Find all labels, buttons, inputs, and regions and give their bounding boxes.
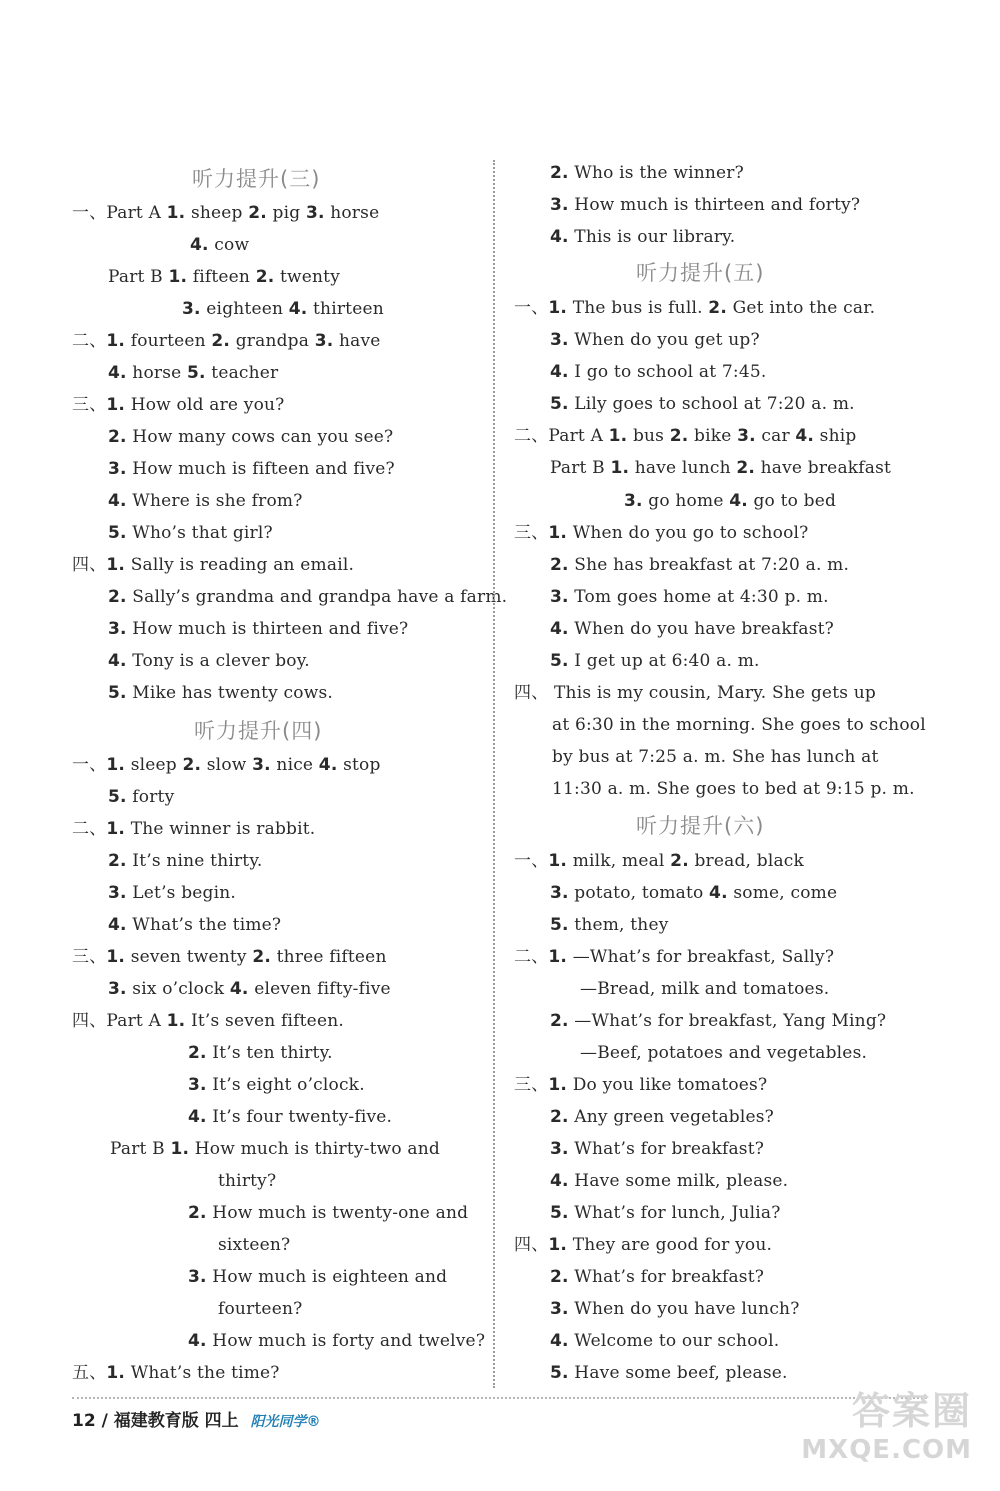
item-number: 2. <box>188 1203 207 1223</box>
answer-text: have breakfast <box>755 458 892 478</box>
answer-text: bread, black <box>688 851 805 871</box>
item-number: 3. <box>108 979 127 999</box>
answer-line <box>188 1202 468 1224</box>
answer-text: The bus is full. <box>567 298 709 318</box>
answer-text: Have some beef, please. <box>568 1363 788 1383</box>
answer-line <box>550 1010 886 1032</box>
answer-line <box>552 714 926 736</box>
answer-text: Any green vegetables? <box>568 1107 774 1127</box>
answer-text: I go to school at 7:45. <box>568 362 767 382</box>
item-number: 3. <box>182 299 201 319</box>
answer-line <box>552 746 879 768</box>
item-number: 1. <box>168 267 188 287</box>
item-number: 4. <box>729 491 748 511</box>
answer-text: 四、 This is my cousin, Mary. She gets up <box>514 683 876 703</box>
answer-line <box>108 618 408 640</box>
answer-text: When do you get up? <box>568 330 760 350</box>
answer-line <box>182 298 384 320</box>
section-title: 听力提升(五) <box>636 261 765 285</box>
answer-line <box>514 682 876 704</box>
item-number: 2. <box>248 203 267 223</box>
answer-text: at 6:30 in the morning. She goes to school <box>552 715 926 735</box>
item-number: 4. <box>550 619 569 639</box>
answer-text: How much is fifteen and five? <box>126 459 395 479</box>
answer-line <box>218 1298 302 1320</box>
answer-text: ship <box>814 426 857 446</box>
answer-text: 二、Part A <box>514 426 609 446</box>
item-number: 1. <box>548 298 568 318</box>
answer-text: She has breakfast at 7:20 a. m. <box>568 555 850 575</box>
answer-text: 四、Part A <box>72 1011 167 1031</box>
footer-page-info: 12 / 福建教育版 四上 <box>72 1411 239 1431</box>
answer-text: How much is forty and twelve? <box>206 1331 486 1351</box>
answer-text: Let’s begin. <box>126 883 237 903</box>
answer-text: fourteen <box>125 331 212 351</box>
answer-line <box>514 425 856 447</box>
answer-line <box>550 1170 788 1192</box>
answer-text: horse <box>324 203 380 223</box>
item-number: 3. <box>188 1267 207 1287</box>
answer-line <box>72 754 381 776</box>
item-number: 5. <box>187 363 206 383</box>
answer-text: 五、 <box>72 1363 107 1383</box>
item-number: 5. <box>550 1203 569 1223</box>
item-number: 3. <box>550 195 569 215</box>
item-number: 2. <box>550 555 569 575</box>
answer-text: pig <box>266 203 306 223</box>
answer-line <box>580 1042 867 1064</box>
answer-text: twenty <box>274 267 341 287</box>
answer-text: 四、 <box>72 555 107 575</box>
answer-line <box>72 946 387 968</box>
item-number: 2. <box>670 851 689 871</box>
answer-line <box>514 297 875 319</box>
item-number: 1. <box>166 1011 186 1031</box>
answer-line <box>514 946 834 968</box>
answer-text: have <box>333 331 381 351</box>
answer-text: 二、 <box>72 331 107 351</box>
answer-text: Who’s that girl? <box>126 523 273 543</box>
item-number: 1. <box>106 947 126 967</box>
answer-line <box>550 457 891 479</box>
answer-line <box>108 978 391 1000</box>
answer-text: Who is the winner? <box>568 163 744 183</box>
answer-text: It’s four twenty-five. <box>206 1107 393 1127</box>
answer-line <box>550 1106 774 1128</box>
item-number: 1. <box>170 1139 190 1159</box>
answer-line <box>514 1234 772 1256</box>
answer-line <box>550 162 744 184</box>
answer-text: They are good for you. <box>567 1235 773 1255</box>
answer-text: How old are you? <box>125 395 285 415</box>
answer-text: Lily goes to school at 7:20 a. m. <box>568 394 855 414</box>
item-number: 4. <box>550 362 569 382</box>
answer-text: Get into the car. <box>726 298 876 318</box>
answer-text: What’s the time? <box>125 1363 280 1383</box>
item-number: 4. <box>188 1107 207 1127</box>
answer-text: What’s the time? <box>126 915 282 935</box>
item-number: 1. <box>166 203 186 223</box>
item-number: 1. <box>548 1235 568 1255</box>
answer-text: How much is twenty-one and <box>206 1203 469 1223</box>
answer-text: —Beef, potatoes and vegetables. <box>580 1043 868 1063</box>
item-number: 4. <box>795 426 815 446</box>
answer-line <box>108 850 263 872</box>
answer-text: go to bed <box>747 491 837 511</box>
item-number: 4. <box>288 299 308 319</box>
answer-text: sleep <box>125 755 183 775</box>
answer-text: horse <box>126 363 187 383</box>
answer-line <box>552 778 915 800</box>
item-number: 4. <box>550 1331 569 1351</box>
item-number: 4. <box>108 915 127 935</box>
watermark-url: MXQE.COM <box>801 1435 972 1465</box>
answer-line <box>580 978 829 1000</box>
answer-text: six o’clock <box>126 979 230 999</box>
answer-line <box>108 266 340 288</box>
answer-line <box>218 1234 290 1256</box>
item-number: 1. <box>548 1075 568 1095</box>
answer-text: 11:30 a. m. She goes to bed at 9:15 p. m. <box>552 779 915 799</box>
answer-text: How much is eighteen and <box>206 1267 448 1287</box>
answer-text: Part B <box>108 267 169 287</box>
answer-text: Mike has twenty cows. <box>126 683 333 703</box>
item-number: 4. <box>318 755 338 775</box>
item-number: 3. <box>188 1075 207 1095</box>
answer-text: cow <box>208 235 250 255</box>
answer-text: by bus at 7:25 a. m. She has lunch at <box>552 747 879 767</box>
item-number: 3. <box>108 883 127 903</box>
answer-text: Do you like tomatoes? <box>567 1075 768 1095</box>
answer-text: forty <box>126 787 175 807</box>
item-number: 4. <box>108 491 127 511</box>
answer-text: When do you have breakfast? <box>568 619 834 639</box>
answer-line <box>72 394 285 416</box>
answer-text: thirteen <box>307 299 384 319</box>
item-number: 2. <box>708 298 727 318</box>
answer-text: 三、 <box>514 523 549 543</box>
answer-line <box>108 914 281 936</box>
answer-text: some, come <box>727 883 838 903</box>
answer-text: —What’s for breakfast, Yang Ming? <box>568 1011 887 1031</box>
answer-line <box>624 490 836 512</box>
answer-text: 二、 <box>72 819 107 839</box>
item-number: 4. <box>108 651 127 671</box>
answer-line <box>108 362 278 384</box>
answer-text: Tony is a clever boy. <box>126 651 310 671</box>
answer-text: How much is thirteen and forty? <box>568 195 861 215</box>
watermark <box>801 1380 972 1465</box>
answer-line <box>550 226 735 248</box>
item-number: 2. <box>550 163 569 183</box>
answer-line <box>514 850 804 872</box>
answer-line <box>550 586 829 608</box>
item-number: 1. <box>548 851 568 871</box>
answer-line <box>550 361 766 383</box>
item-number: 4. <box>229 979 249 999</box>
answer-line <box>108 650 310 672</box>
section-title: 听力提升(六) <box>636 814 765 838</box>
item-number: 2. <box>550 1107 569 1127</box>
answer-line <box>108 490 303 512</box>
answer-text: eleven fifty-five <box>248 979 391 999</box>
answer-text: Sally’s grandma and grandpa have a farm. <box>126 587 508 607</box>
answer-line <box>108 682 333 704</box>
answer-line <box>550 393 855 415</box>
item-number: 2. <box>211 331 231 351</box>
answer-text: sheep <box>185 203 249 223</box>
answer-line <box>514 1074 767 1096</box>
column-divider <box>493 160 495 1388</box>
item-number: 4. <box>550 227 569 247</box>
answer-line <box>550 882 837 904</box>
item-number: 5. <box>550 394 569 414</box>
item-number: 4. <box>188 1331 207 1351</box>
answer-text: 一、 <box>72 755 107 775</box>
answer-text: teacher <box>205 363 279 383</box>
answer-line <box>550 1330 779 1352</box>
answer-line <box>188 1266 447 1288</box>
item-number: 5. <box>550 1363 569 1383</box>
footer-rule <box>72 1397 927 1399</box>
answer-line <box>72 1010 344 1032</box>
answer-line <box>550 1362 788 1384</box>
answer-text: How much is thirteen and five? <box>126 619 409 639</box>
item-number: 1. <box>106 331 126 351</box>
answer-text: 三、 <box>72 947 107 967</box>
answer-line <box>108 522 273 544</box>
item-number: 3. <box>252 755 271 775</box>
item-number: 3. <box>314 331 334 351</box>
item-number: 1. <box>106 755 126 775</box>
answer-line <box>550 1138 764 1160</box>
item-number: 2. <box>188 1043 207 1063</box>
item-number: 3. <box>305 203 325 223</box>
item-number: 2. <box>550 1011 569 1031</box>
answer-text: milk, meal <box>567 851 671 871</box>
answer-text: car <box>755 426 796 446</box>
item-number: 3. <box>550 587 569 607</box>
answer-text: What’s for breakfast? <box>568 1267 765 1287</box>
answer-line <box>514 522 808 544</box>
item-number: 4. <box>190 235 209 255</box>
item-number: 2. <box>108 851 127 871</box>
item-number: 4. <box>709 883 728 903</box>
item-number: 3. <box>550 1139 569 1159</box>
answer-line <box>550 618 834 640</box>
answer-text: eighteen <box>200 299 289 319</box>
answer-text: fifteen <box>187 267 256 287</box>
answer-line <box>72 818 315 840</box>
item-number: 2. <box>736 458 756 478</box>
answer-text: slow <box>201 755 253 775</box>
answer-text: It’s eight o’clock. <box>206 1075 365 1095</box>
item-number: 1. <box>106 555 126 575</box>
answer-text: 一、 <box>514 851 549 871</box>
answer-line <box>550 1298 800 1320</box>
answer-line <box>218 1170 276 1192</box>
answer-line <box>108 882 236 904</box>
answer-text: fourteen? <box>218 1299 303 1319</box>
answer-line <box>72 554 354 576</box>
answer-text: potato, tomato <box>568 883 710 903</box>
answer-line <box>188 1042 333 1064</box>
answer-text: 二、 <box>514 947 549 967</box>
item-number: 5. <box>108 683 127 703</box>
item-number: 1. <box>106 1363 126 1383</box>
item-number: 2. <box>182 755 202 775</box>
answer-text: 三、 <box>72 395 107 415</box>
answer-line <box>108 586 507 608</box>
item-number: 4. <box>108 363 127 383</box>
item-number: 1. <box>610 458 630 478</box>
answer-text: This is our library. <box>568 227 736 247</box>
item-number: 1. <box>608 426 628 446</box>
answer-text: Have some milk, please. <box>568 1171 789 1191</box>
answer-text: 四、 <box>514 1235 549 1255</box>
answer-text: Sally is reading an email. <box>125 555 355 575</box>
answer-text: When do you go to school? <box>567 523 809 543</box>
answer-text: The winner is rabbit. <box>125 819 316 839</box>
item-number: 5. <box>550 915 569 935</box>
item-number: 2. <box>669 426 689 446</box>
item-number: 3. <box>108 459 127 479</box>
item-number: 2. <box>108 427 127 447</box>
item-number: 3. <box>737 426 756 446</box>
item-number: 5. <box>108 787 127 807</box>
answer-text: nice <box>270 755 319 775</box>
answer-text: 三、 <box>514 1075 549 1095</box>
answer-text: bus <box>627 426 670 446</box>
answer-text: It’s ten thirty. <box>206 1043 333 1063</box>
item-number: 3. <box>108 619 127 639</box>
answer-line <box>550 1202 781 1224</box>
answer-line <box>110 1138 440 1160</box>
answer-text: It’s nine thirty. <box>126 851 263 871</box>
answer-text: When do you have lunch? <box>568 1299 800 1319</box>
item-number: 1. <box>548 947 568 967</box>
answer-text: How many cows can you see? <box>126 427 394 447</box>
item-number: 3. <box>550 1299 569 1319</box>
answer-line <box>108 458 395 480</box>
answer-line <box>550 1266 764 1288</box>
item-number: 2. <box>255 267 275 287</box>
answer-text: stop <box>337 755 381 775</box>
answer-line <box>108 426 393 448</box>
item-number: 2. <box>550 1267 569 1287</box>
answer-text: —What’s for breakfast, Sally? <box>567 947 835 967</box>
answer-line <box>72 330 381 352</box>
answer-text: sixteen? <box>218 1235 291 1255</box>
answer-line <box>550 914 669 936</box>
item-number: 1. <box>106 819 126 839</box>
item-number: 2. <box>108 587 127 607</box>
item-number: 3. <box>624 491 643 511</box>
answer-line <box>550 194 860 216</box>
answer-text: It’s seven fifteen. <box>185 1011 344 1031</box>
section-title: 听力提升(三) <box>192 167 321 191</box>
footer-brand: 阳光同学® <box>250 1414 321 1430</box>
item-number: 3. <box>550 883 569 903</box>
answer-line <box>72 1362 280 1384</box>
item-number: 1. <box>106 395 126 415</box>
answer-text: 一、Part A <box>72 203 167 223</box>
answer-text: Part B <box>110 1139 171 1159</box>
answer-text: them, they <box>568 915 669 935</box>
answer-line <box>188 1106 392 1128</box>
answer-text: seven twenty <box>125 947 253 967</box>
answer-line <box>190 234 249 256</box>
item-number: 2. <box>252 947 272 967</box>
answer-text: have lunch <box>629 458 737 478</box>
answer-text: three fifteen <box>271 947 387 967</box>
answer-line <box>188 1330 485 1352</box>
watermark-main: 答案圈 <box>851 1389 972 1433</box>
answer-text: bike <box>688 426 738 446</box>
answer-line <box>550 329 760 351</box>
answer-text: What’s for breakfast? <box>568 1139 765 1159</box>
answer-text: Welcome to our school. <box>568 1331 780 1351</box>
answer-text: I get up at 6:40 a. m. <box>568 651 760 671</box>
answer-text: Where is she from? <box>126 491 303 511</box>
answer-line <box>108 786 174 808</box>
answer-line <box>72 202 379 224</box>
answer-text: What’s for lunch, Julia? <box>568 1203 781 1223</box>
answer-text: go home <box>642 491 730 511</box>
answer-text: Tom goes home at 4:30 p. m. <box>568 587 829 607</box>
answer-line <box>188 1074 365 1096</box>
item-number: 5. <box>108 523 127 543</box>
item-number: 3. <box>550 330 569 350</box>
answer-text: —Bread, milk and tomatoes. <box>580 979 830 999</box>
section-title: 听力提升(四) <box>194 719 323 743</box>
answer-line <box>550 650 760 672</box>
answer-text: 一、 <box>514 298 549 318</box>
answer-line <box>550 554 849 576</box>
answer-text: How much is thirty-two and <box>189 1139 440 1159</box>
item-number: 1. <box>548 523 568 543</box>
answer-text: thirty? <box>218 1171 277 1191</box>
answer-text: Part B <box>550 458 611 478</box>
page-footer <box>72 1406 321 1431</box>
item-number: 5. <box>550 651 569 671</box>
answer-text: grandpa <box>230 331 315 351</box>
item-number: 4. <box>550 1171 569 1191</box>
